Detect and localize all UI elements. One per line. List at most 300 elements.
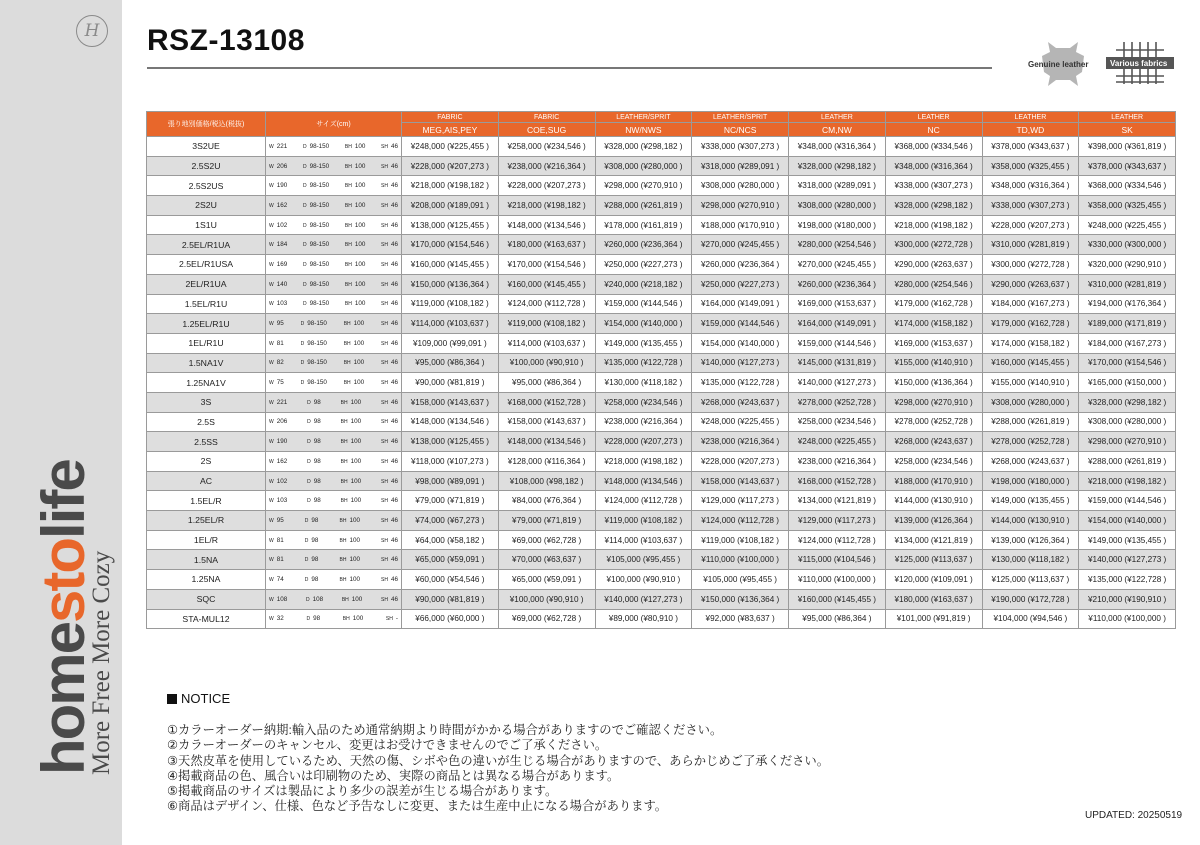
price-cell: ¥90,000 (¥81,819 ) [402,373,499,393]
size-sh: 46 [390,595,398,603]
price-cell: ¥288,000 (¥261,819 ) [982,412,1079,432]
price-cell: ¥100,000 (¥90,910 ) [498,353,595,373]
size-cell: W 95 D 98-150 BH 100 SH 46 [266,314,402,334]
size-w: 95 [276,516,284,524]
price-cell: ¥148,000 (¥134,546 ) [402,412,499,432]
price-cell: ¥60,000 (¥54,546 ) [402,570,499,590]
size-bh: 100 [354,162,366,170]
price-cell: ¥238,000 (¥216,364 ) [498,156,595,176]
table-row [147,589,1176,609]
price-cell: ¥308,000 (¥280,000 ) [789,196,886,216]
price-cell: ¥398,000 (¥361,819 ) [1079,137,1176,157]
size-w: 169 [276,260,288,268]
table-row [147,550,1176,570]
size-sh: 46 [390,556,398,564]
price-cell: ¥105,000 (¥95,455 ) [692,570,789,590]
size-sh: 46 [390,162,398,170]
price-cell: ¥140,000 (¥127,273 ) [789,373,886,393]
price-cell: ¥124,000 (¥112,728 ) [692,511,789,531]
price-cell: ¥149,000 (¥135,455 ) [1079,530,1176,550]
price-cell: ¥139,000 (¥126,364 ) [885,511,982,531]
price-cell: ¥84,000 (¥76,364 ) [498,491,595,511]
size-w: 206 [276,162,288,170]
price-cell: ¥310,000 (¥281,819 ) [982,235,1079,255]
size-sh: 46 [390,497,398,505]
model-cell: 1.5NA [147,550,266,570]
size-sh: 46 [390,398,398,406]
price-cell: ¥169,000 (¥153,637 ) [885,333,982,353]
price-cell: ¥135,000 (¥122,728 ) [1079,570,1176,590]
price-cell: ¥170,000 (¥154,546 ) [1079,353,1176,373]
price-cell: ¥159,000 (¥144,546 ) [1079,491,1176,511]
size-d: 98 [313,438,321,446]
price-cell: ¥145,000 (¥131,819 ) [789,353,886,373]
price-cell: ¥135,000 (¥122,728 ) [692,373,789,393]
table-row [147,274,1176,294]
price-cell: ¥228,000 (¥207,273 ) [692,452,789,472]
size-w: 95 [276,320,284,328]
price-cell: ¥179,000 (¥162,728 ) [885,294,982,314]
size-w: 32 [276,615,284,623]
size-d: 98 [311,516,319,524]
price-cell: ¥92,000 (¥83,637 ) [692,609,789,629]
price-cell: ¥328,000 (¥298,182 ) [789,156,886,176]
price-cell: ¥178,000 (¥161,819 ) [595,215,692,235]
size-w: 140 [276,280,288,288]
size-w: 108 [276,595,288,603]
price-cell: ¥188,000 (¥170,910 ) [692,215,789,235]
price-cell: ¥168,000 (¥152,728 ) [789,471,886,491]
price-cell: ¥258,000 (¥234,546 ) [789,412,886,432]
price-cell: ¥159,000 (¥144,546 ) [595,294,692,314]
price-cell: ¥148,000 (¥134,546 ) [498,215,595,235]
model-cell: 1.5EL/R1U [147,294,266,314]
model-cell: 2.5EL/R1UA [147,235,266,255]
size-cell: W 221 D 98 BH 100 SH 46 [266,392,402,412]
size-cell: W 74 D 98 BH 100 SH 46 [266,570,402,590]
header-type: LEATHER [1079,112,1176,123]
notice-item: ⑥商品はデザイン、仕様、色など予告なしに変更、または生産中止になる場合があります。 [167,799,668,814]
price-cell: ¥358,000 (¥325,455 ) [1079,196,1176,216]
price-cell: ¥268,000 (¥243,637 ) [692,392,789,412]
title-divider [147,67,992,69]
size-d: 98-150 [309,162,330,170]
price-cell: ¥260,000 (¥236,364 ) [692,255,789,275]
price-cell: ¥218,000 (¥198,182 ) [885,215,982,235]
size-cell: W 206 D 98 BH 100 SH 46 [266,412,402,432]
size-cell: W 140 D 98-150 BH 100 SH 46 [266,274,402,294]
price-cell: ¥174,000 (¥158,182 ) [982,333,1079,353]
table-row [147,609,1176,629]
notice-list [167,723,829,815]
table-row [147,452,1176,472]
price-cell: ¥300,000 (¥272,728 ) [982,255,1079,275]
price-cell: ¥100,000 (¥90,910 ) [498,589,595,609]
size-bh: 100 [349,536,360,544]
size-d: 98 [313,418,321,426]
price-cell: ¥378,000 (¥343,637 ) [1079,156,1176,176]
size-cell: W 190 D 98 BH 100 SH 46 [266,432,402,452]
price-cell: ¥150,000 (¥136,364 ) [885,373,982,393]
size-d: 98-150 [309,142,330,150]
table-row [147,511,1176,531]
price-cell: ¥69,000 (¥62,728 ) [498,609,595,629]
table-body [147,137,1176,629]
price-cell: ¥79,000 (¥71,819 ) [498,511,595,531]
price-cell: ¥65,000 (¥59,091 ) [498,570,595,590]
price-cell: ¥115,000 (¥104,546 ) [789,550,886,570]
price-cell: ¥208,000 (¥189,091 ) [402,196,499,216]
size-sh: 46 [390,359,398,367]
price-cell: ¥298,000 (¥270,910 ) [595,176,692,196]
model-cell: 1.25EL/R1U [147,314,266,334]
price-cell: ¥194,000 (¥176,364 ) [1079,294,1176,314]
size-sh: 46 [390,300,398,308]
updated-date: UPDATED: 20250519 [1085,810,1183,821]
table-row [147,412,1176,432]
table-row [147,156,1176,176]
table-row [147,570,1176,590]
size-w: 162 [276,201,288,209]
price-cell: ¥148,000 (¥134,546 ) [498,432,595,452]
price-cell: ¥149,000 (¥135,455 ) [982,491,1079,511]
model-cell: 1.5EL/R [147,491,266,511]
price-cell: ¥318,000 (¥289,091 ) [789,176,886,196]
header-type: LEATHER [885,112,982,123]
size-cell: W 75 D 98-150 BH 100 SH 46 [266,373,402,393]
price-cell: ¥118,000 (¥107,273 ) [402,452,499,472]
size-d: 98 [313,497,321,505]
price-cell: ¥210,000 (¥190,910 ) [1079,589,1176,609]
model-cell: STA-MUL12 [147,609,266,629]
size-w: 190 [276,182,288,190]
table-row [147,314,1176,334]
price-cell: ¥140,000 (¥127,273 ) [1079,550,1176,570]
size-sh: 46 [390,182,398,190]
size-w: 184 [276,241,288,249]
price-cell: ¥89,000 (¥80,910 ) [595,609,692,629]
price-cell: ¥129,000 (¥117,273 ) [789,511,886,531]
model-cell: 1.25NA1V [147,373,266,393]
price-cell: ¥138,000 (¥125,455 ) [402,432,499,452]
price-cell: ¥258,000 (¥234,546 ) [498,137,595,157]
size-sh: 46 [390,536,398,544]
price-cell: ¥149,000 (¥135,455 ) [595,333,692,353]
price-cell: ¥308,000 (¥280,000 ) [1079,412,1176,432]
brand-wordmark [30,455,97,775]
header-grade: NC [885,123,982,137]
size-sh: 46 [390,379,398,387]
header-grade: CM,NW [789,123,886,137]
table-row [147,491,1176,511]
price-cell: ¥180,000 (¥163,637 ) [885,589,982,609]
price-cell: ¥300,000 (¥272,728 ) [885,235,982,255]
model-cell: SQC [147,589,266,609]
size-d: 98 [313,477,321,485]
notice-item: ③天然皮革を使用しているため、天然の傷、シボや色の違いが生じる場合がありますので、あらかじめご了承ください。 [167,753,830,768]
size-d: 98 [313,398,321,406]
price-cell: ¥114,000 (¥103,637 ) [402,314,499,334]
price-cell: ¥260,000 (¥236,364 ) [595,235,692,255]
size-bh: 100 [350,457,362,465]
size-sh: 46 [390,418,398,426]
price-cell: ¥158,000 (¥143,637 ) [498,412,595,432]
size-d: 108 [312,595,324,603]
size-w: 74 [276,575,284,583]
genuine-leather-label: Genuine leather [1028,60,1089,69]
price-cell: ¥174,000 (¥158,182 ) [885,314,982,334]
price-cell: ¥79,000 (¥71,819 ) [402,491,499,511]
price-cell: ¥65,000 (¥59,091 ) [402,550,499,570]
price-cell: ¥130,000 (¥118,182 ) [982,550,1079,570]
size-sh: 46 [390,201,398,209]
price-cell: ¥330,000 (¥300,000 ) [1079,235,1176,255]
size-sh: 46 [390,320,398,328]
model-cell: 2.5S2US [147,176,266,196]
price-cell: ¥258,000 (¥234,546 ) [885,452,982,472]
price-cell: ¥248,000 (¥225,455 ) [692,412,789,432]
size-bh: 100 [353,359,365,367]
size-bh: 100 [354,221,366,229]
price-cell: ¥98,000 (¥89,091 ) [402,471,499,491]
table-row [147,235,1176,255]
table-row [147,530,1176,550]
price-cell: ¥260,000 (¥236,364 ) [789,274,886,294]
size-w: 82 [276,359,284,367]
price-cell: ¥278,000 (¥252,728 ) [885,412,982,432]
price-cell: ¥218,000 (¥198,182 ) [498,196,595,216]
price-cell: ¥70,000 (¥63,637 ) [498,550,595,570]
price-cell: ¥148,000 (¥134,546 ) [595,471,692,491]
price-cell: ¥90,000 (¥81,819 ) [402,589,499,609]
size-bh: 100 [349,575,360,583]
price-cell: ¥130,000 (¥118,182 ) [595,373,692,393]
size-w: 81 [276,556,284,564]
size-sh: 46 [390,142,398,150]
price-cell: ¥280,000 (¥254,546 ) [789,235,886,255]
size-cell: W 82 D 98-150 BH 100 SH 46 [266,353,402,373]
price-cell: ¥228,000 (¥207,273 ) [498,176,595,196]
model-cell: 3S2UE [147,137,266,157]
price-cell: ¥101,000 (¥91,819 ) [885,609,982,629]
genuine-leather-badge [1026,38,1100,88]
size-sh: 46 [390,457,398,465]
size-w: 221 [276,398,288,406]
price-cell: ¥114,000 (¥103,637 ) [595,530,692,550]
model-cell: AC [147,471,266,491]
size-bh: 100 [354,300,366,308]
size-bh: 100 [352,615,364,623]
price-cell: ¥119,000 (¥108,182 ) [692,530,789,550]
price-cell: ¥288,000 (¥261,819 ) [595,196,692,216]
various-fabrics-badge [1104,38,1176,88]
price-cell: ¥150,000 (¥136,364 ) [402,274,499,294]
price-cell: ¥358,000 (¥325,455 ) [982,156,1079,176]
price-cell: ¥188,000 (¥170,910 ) [885,471,982,491]
price-cell: ¥140,000 (¥127,273 ) [595,589,692,609]
brand-logo-icon: H [76,15,108,47]
price-cell: ¥150,000 (¥136,364 ) [692,589,789,609]
price-cell: ¥248,000 (¥225,455 ) [1079,215,1176,235]
table-row [147,392,1176,412]
size-sh: 46 [390,260,398,268]
size-d: 98-150 [309,221,330,229]
size-bh: 100 [354,182,366,190]
price-cell: ¥378,000 (¥343,637 ) [982,137,1079,157]
price-cell: ¥338,000 (¥307,273 ) [982,196,1079,216]
page-title: RSZ-13108 [147,24,305,57]
price-cell: ¥165,000 (¥150,000 ) [1079,373,1176,393]
header-grade: NC/NCS [692,123,789,137]
price-cell: ¥120,000 (¥109,091 ) [885,570,982,590]
price-cell: ¥160,000 (¥145,455 ) [982,353,1079,373]
size-bh: 100 [350,477,362,485]
price-cell: ¥310,000 (¥281,819 ) [1079,274,1176,294]
header-type: LEATHER [982,112,1079,123]
size-d: 98-150 [309,300,330,308]
price-cell: ¥155,000 (¥140,910 ) [982,373,1079,393]
price-table [146,111,1176,629]
price-cell: ¥119,000 (¥108,182 ) [402,294,499,314]
price-cell: ¥95,000 (¥86,364 ) [402,353,499,373]
size-cell: W 103 D 98 BH 100 SH 46 [266,491,402,511]
size-sh: 46 [390,339,398,347]
various-fabrics-label: Various fabrics [1110,59,1168,68]
header-type: LEATHER [789,112,886,123]
price-cell: ¥119,000 (¥108,182 ) [595,511,692,531]
price-cell: ¥180,000 (¥163,637 ) [498,235,595,255]
price-cell: ¥368,000 (¥334,546 ) [1079,176,1176,196]
size-bh: 100 [350,398,362,406]
price-cell: ¥198,000 (¥180,000 ) [789,215,886,235]
price-cell: ¥159,000 (¥144,546 ) [692,314,789,334]
price-cell: ¥290,000 (¥263,637 ) [982,274,1079,294]
price-cell: ¥164,000 (¥149,091 ) [789,314,886,334]
price-cell: ¥158,000 (¥143,637 ) [402,392,499,412]
size-d: 98-150 [307,379,327,387]
size-cell: W 95 D 98 BH 100 SH 46 [266,511,402,531]
model-cell: 1.5NA1V [147,353,266,373]
price-cell: ¥110,000 (¥100,000 ) [789,570,886,590]
price-cell: ¥95,000 (¥86,364 ) [498,373,595,393]
header-type: LEATHER/SPRIT [595,112,692,123]
price-cell: ¥298,000 (¥270,910 ) [692,196,789,216]
model-cell: 1EL/R [147,530,266,550]
table-row [147,373,1176,393]
price-cell: ¥168,000 (¥152,728 ) [498,392,595,412]
model-cell: 1EL/R1U [147,333,266,353]
price-cell: ¥160,000 (¥145,455 ) [402,255,499,275]
model-cell: 2.5S2U [147,156,266,176]
price-cell: ¥298,000 (¥270,910 ) [885,392,982,412]
size-sh: 46 [390,221,398,229]
size-bh: 100 [354,241,366,249]
size-bh: 100 [350,497,362,505]
size-cell: W 102 D 98-150 BH 100 SH 46 [266,215,402,235]
price-cell: ¥158,000 (¥143,637 ) [692,471,789,491]
price-cell: ¥155,000 (¥140,910 ) [885,353,982,373]
model-cell: 2EL/R1UA [147,274,266,294]
size-d: 98-150 [309,280,330,288]
price-cell: ¥280,000 (¥254,546 ) [885,274,982,294]
size-bh: 100 [353,320,365,328]
price-cell: ¥124,000 (¥112,728 ) [595,491,692,511]
model-cell: 1.25NA [147,570,266,590]
price-cell: ¥238,000 (¥216,364 ) [789,452,886,472]
price-cell: ¥328,000 (¥298,182 ) [885,196,982,216]
sidebar [0,0,122,845]
notice-heading-text: NOTICE [181,691,231,706]
price-cell: ¥104,000 (¥94,546 ) [982,609,1079,629]
table-row [147,255,1176,275]
price-cell: ¥170,000 (¥154,546 ) [498,255,595,275]
table-row [147,353,1176,373]
price-cell: ¥298,000 (¥270,910 ) [1079,432,1176,452]
price-cell: ¥320,000 (¥290,910 ) [1079,255,1176,275]
size-cell: W 162 D 98-150 BH 100 SH 46 [266,196,402,216]
brand-part: home [30,622,97,775]
price-cell: ¥270,000 (¥245,455 ) [789,255,886,275]
model-cell: 1S1U [147,215,266,235]
price-cell: ¥268,000 (¥243,637 ) [885,432,982,452]
square-bullet-icon [167,694,177,704]
price-cell: ¥318,000 (¥289,091 ) [692,156,789,176]
price-cell: ¥218,000 (¥198,182 ) [1079,471,1176,491]
size-bh: 100 [354,201,366,209]
size-cell: W 81 D 98 BH 100 SH 46 [266,550,402,570]
size-w: 75 [276,379,284,387]
size-cell: W 221 D 98-150 BH 100 SH 46 [266,137,402,157]
price-cell: ¥368,000 (¥334,546 ) [885,137,982,157]
header-size: サイズ(cm) [266,112,402,137]
size-d: 98-150 [309,201,330,209]
price-cell: ¥66,000 (¥60,000 ) [402,609,499,629]
size-d: 98-150 [309,241,330,249]
size-w: 206 [276,418,288,426]
price-cell: ¥110,000 (¥100,000 ) [692,550,789,570]
price-cell: ¥95,000 (¥86,364 ) [789,609,886,629]
price-cell: ¥308,000 (¥280,000 ) [692,176,789,196]
price-cell: ¥278,000 (¥252,728 ) [789,392,886,412]
price-cell: ¥124,000 (¥112,728 ) [789,530,886,550]
model-cell: 3S [147,392,266,412]
size-cell: W 206 D 98-150 BH 100 SH 46 [266,156,402,176]
price-cell: ¥189,000 (¥171,819 ) [1079,314,1176,334]
size-bh: 100 [354,280,366,288]
header-grade: SK [1079,123,1176,137]
price-cell: ¥170,000 (¥154,546 ) [402,235,499,255]
size-sh: 46 [390,516,398,524]
notice-heading [167,691,230,706]
size-cell: W 103 D 98-150 BH 100 SH 46 [266,294,402,314]
price-cell: ¥139,000 (¥126,364 ) [982,530,1079,550]
header-grade: NW/NWS [595,123,692,137]
price-cell: ¥154,000 (¥140,000 ) [1079,511,1176,531]
size-cell: W 81 D 98-150 BH 100 SH 46 [266,333,402,353]
size-bh: 100 [349,516,360,524]
size-sh: 46 [390,241,398,249]
price-cell: ¥154,000 (¥140,000 ) [692,333,789,353]
model-cell: 2.5SS [147,432,266,452]
price-cell: ¥144,000 (¥130,910 ) [982,511,1079,531]
price-cell: ¥338,000 (¥307,273 ) [885,176,982,196]
brand-part: life [30,460,97,539]
table-row [147,471,1176,491]
header-model: 張り地別価格/税込(税抜) [147,112,266,137]
price-cell: ¥290,000 (¥263,637 ) [885,255,982,275]
table-row [147,333,1176,353]
table-row [147,432,1176,452]
